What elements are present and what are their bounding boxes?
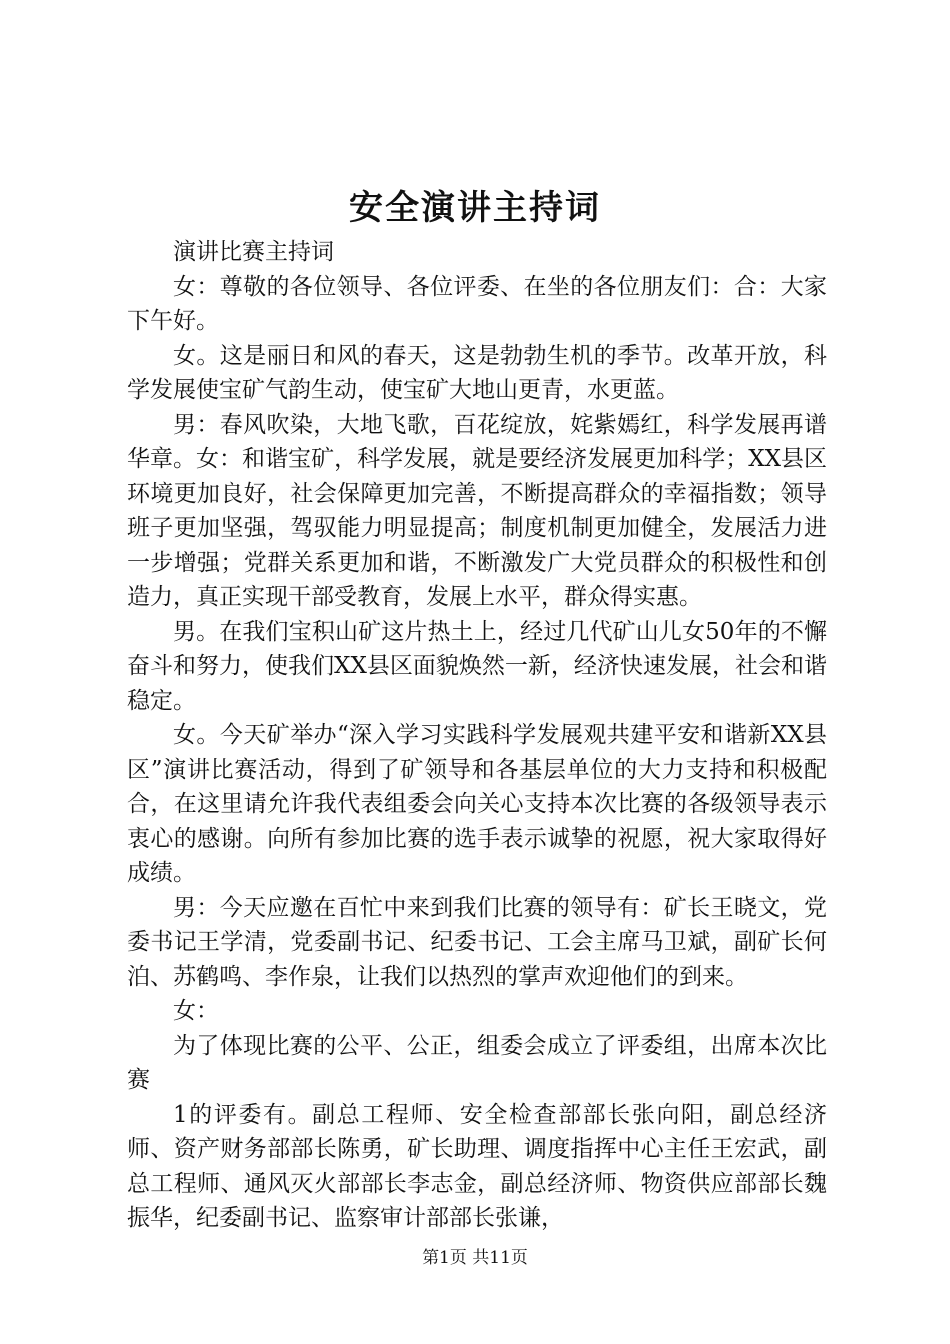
page-number-footer: 第1页 共11页 <box>422 1248 528 1268</box>
paragraph: 男。在我们宝积山矿这片热土上，经过几代矿山儿女50年的不懈奋斗和努力，使我们XX县区面貌焕然一新，经济快速发展，社会和谐稳定。 <box>127 618 827 714</box>
paragraph: 1的评委有。副总工程师、安全检查部部长张向阳，副总经济师、资产财务部部长陈勇，矿长助理、调度指挥中心主任王宏武，副总工程师、通风灭火部部长李志金，副总经济师、物资供应部部长魏振华，纪委副书记、监察审计部部长张谦， <box>127 1101 827 1231</box>
paragraph: 男：今天应邀在百忙中来到我们比赛的领导有：矿长王晓文，党委书记王学清，党委副书记、纪委书记、工会主席马卫斌，副矿长何泊、苏鹤鸣、李作泉，让我们以热烈的掌声欢迎他们的到来。 <box>127 894 827 990</box>
paragraph: 女：尊敬的各位领导、各位评委、在坐的各位朋友们：合：大家下午好。 <box>127 273 827 334</box>
paragraph: 女。这是丽日和风的春天，这是勃勃生机的季节。改革开放，科学发展使宝矿气韵生动，使宝矿大地山更青，水更蓝。 <box>127 342 827 403</box>
document-body <box>127 235 827 1236</box>
paragraph: 为了体现比赛的公平、公正，组委会成立了评委组，出席本次比赛 <box>127 1032 827 1093</box>
document-title: 安全演讲主持词 <box>349 188 601 228</box>
paragraph: 女： <box>173 998 219 1024</box>
paragraph: 男：春风吹染，大地飞歌，百花绽放，姹紫嫣红，科学发展再谱华章。女：和谐宝矿，科学发展，就是要经济发展更加科学；XX县区环境更加良好，社会保障更加完善，不断提高群众的幸福指数；领导班子更加坚强，驾驭能力明显提高；制度机制更加健全，发展活力进一步增强；党群关系更加和谐，不断激发广大党员群众的积极性和创造力，真正实现干部受教育，发展上水平，群众得实惠。 <box>127 411 827 610</box>
paragraph: 演讲比赛主持词 <box>173 239 334 265</box>
paragraph: 女。今天矿举办“深入学习实践科学发展观共建平安和谐新XX县区”演讲比赛活动，得到了矿领导和各基层单位的大力支持和积极配合，在这里请允许我代表组委会向关心支持本次比赛的各级领导表示衷心的感谢。向所有参加比赛的选手表示诚挚的祝愿，祝大家取得好成绩。 <box>127 722 827 886</box>
